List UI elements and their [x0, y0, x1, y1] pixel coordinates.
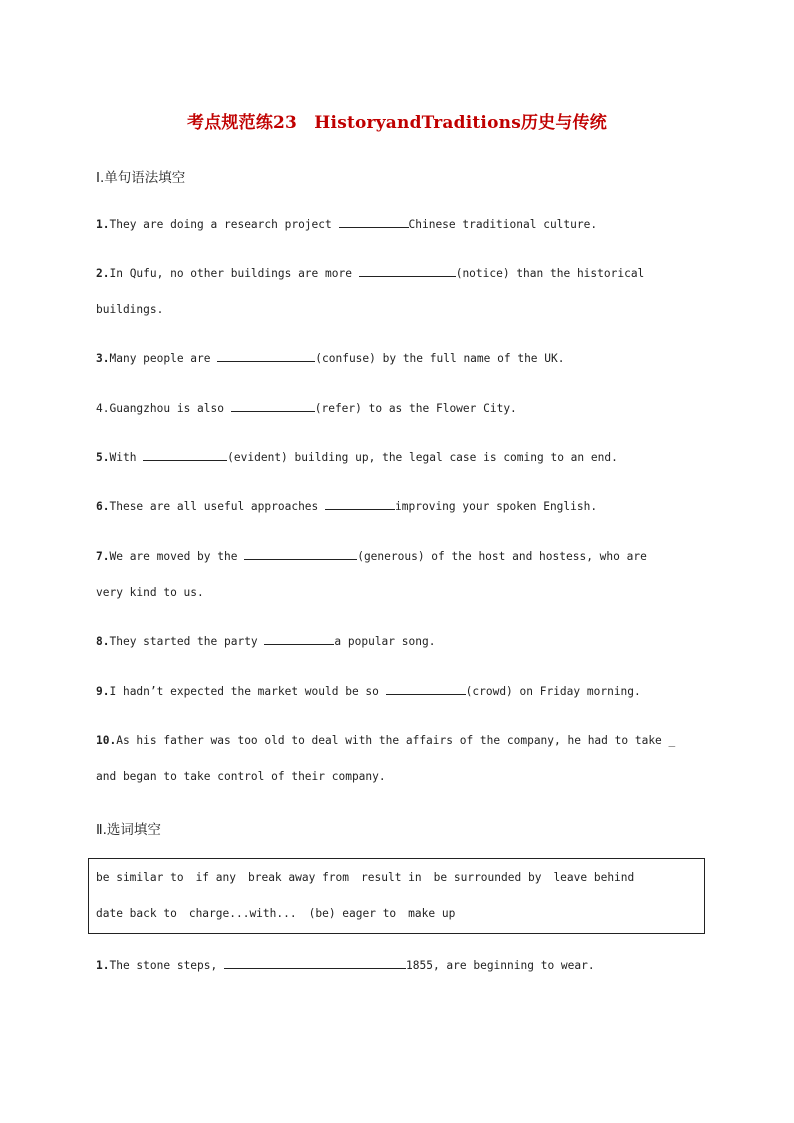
- question-text: These are all useful approaches: [109, 500, 326, 513]
- question-text: In Qufu, no other buildings are more: [109, 267, 359, 280]
- word-bank-item: if any: [195, 871, 236, 884]
- question-number: 5.: [96, 451, 110, 464]
- word-bank-item: break away from: [247, 871, 350, 884]
- question-text: (refer) to as the Flower City.: [314, 402, 517, 415]
- answer-blank[interactable]: [217, 349, 315, 362]
- word-bank-box: [88, 858, 705, 934]
- question-text: (evident) building up, the legal case is coming to an end.: [227, 451, 618, 464]
- question-1: [96, 207, 706, 243]
- question-6: [96, 489, 706, 525]
- question-text: With: [109, 451, 144, 464]
- word-bank-item: leave behind: [553, 871, 635, 884]
- section-heading-word-choice: Ⅱ.选词填空: [96, 822, 161, 838]
- question-7: [96, 539, 706, 575]
- question-9: [96, 674, 706, 710]
- question-10: [96, 723, 706, 759]
- question-2-continuation: [96, 292, 706, 328]
- answer-blank[interactable]: [143, 448, 227, 461]
- question-text: I hadn’t expected the market would be so: [109, 685, 386, 698]
- question-text: (crowd) on Friday morning.: [465, 685, 641, 698]
- question-7-continuation: [96, 575, 706, 611]
- question-number: 3.: [96, 352, 110, 365]
- question-4: [96, 391, 706, 427]
- question-10-continuation: [96, 759, 706, 795]
- word-bank-row-2: [96, 907, 455, 920]
- answer-blank[interactable]: [386, 682, 466, 695]
- question-3: [96, 341, 706, 377]
- question-number: 7.: [96, 550, 110, 563]
- question-text: They are doing a research project: [109, 218, 339, 231]
- word-choice-question-1: [96, 948, 706, 984]
- question-number: 4.: [96, 402, 110, 415]
- question-number: 10.: [96, 734, 117, 747]
- word-bank-item: charge...with...: [188, 907, 297, 920]
- question-number: 6.: [96, 500, 110, 513]
- question-text: improving your spoken English.: [395, 500, 598, 513]
- question-text: Many people are: [109, 352, 218, 365]
- word-bank-item: date back to: [96, 907, 177, 920]
- word-bank-item: (be) eager to: [308, 907, 397, 920]
- question-text: (notice) than the historical: [455, 267, 645, 280]
- section-heading-grammar: Ⅰ.单句语法填空: [96, 170, 186, 186]
- question-text: (confuse) by the full name of the UK.: [315, 352, 565, 365]
- question-text: buildings.: [96, 303, 164, 316]
- question-number: 9.: [96, 685, 110, 698]
- question-2: [96, 256, 706, 292]
- question-text: Chinese traditional culture.: [408, 218, 598, 231]
- question-8: [96, 624, 706, 660]
- question-text: (generous) of the host and hostess, who are: [357, 550, 647, 563]
- question-text: Guangzhou is also: [109, 402, 231, 415]
- answer-blank[interactable]: [339, 215, 409, 228]
- question-number: 2.: [96, 267, 110, 280]
- question-number: 1.: [96, 218, 110, 231]
- question-text: 1855, are beginning to wear.: [406, 959, 595, 972]
- question-text: We are moved by the: [109, 550, 245, 563]
- answer-blank[interactable]: [231, 399, 315, 412]
- page-title: 考点规范练23 HistoryandTraditions历史与传统: [187, 113, 607, 133]
- word-bank-item: make up: [408, 907, 456, 920]
- question-text: As his father was too old to deal with the affairs of the company, he had to take _: [116, 734, 676, 747]
- answer-blank[interactable]: [359, 264, 456, 277]
- word-bank-row-1: [96, 871, 634, 884]
- question-5: [96, 440, 706, 476]
- question-text: and began to take control of their company.: [96, 770, 386, 783]
- question-text: a popular song.: [334, 635, 436, 648]
- answer-blank[interactable]: [244, 547, 357, 560]
- word-bank-item: result in: [361, 871, 422, 884]
- question-text: The stone steps,: [109, 959, 224, 972]
- question-text: They started the party: [109, 635, 265, 648]
- answer-blank[interactable]: [325, 497, 395, 510]
- question-text: very kind to us.: [96, 586, 204, 599]
- word-bank-item: be surrounded by: [433, 871, 542, 884]
- answer-blank[interactable]: [264, 632, 334, 645]
- question-number: 8.: [96, 635, 110, 648]
- question-number: 1.: [96, 959, 110, 972]
- answer-blank[interactable]: [224, 956, 406, 969]
- word-bank-item: be similar to: [96, 871, 184, 884]
